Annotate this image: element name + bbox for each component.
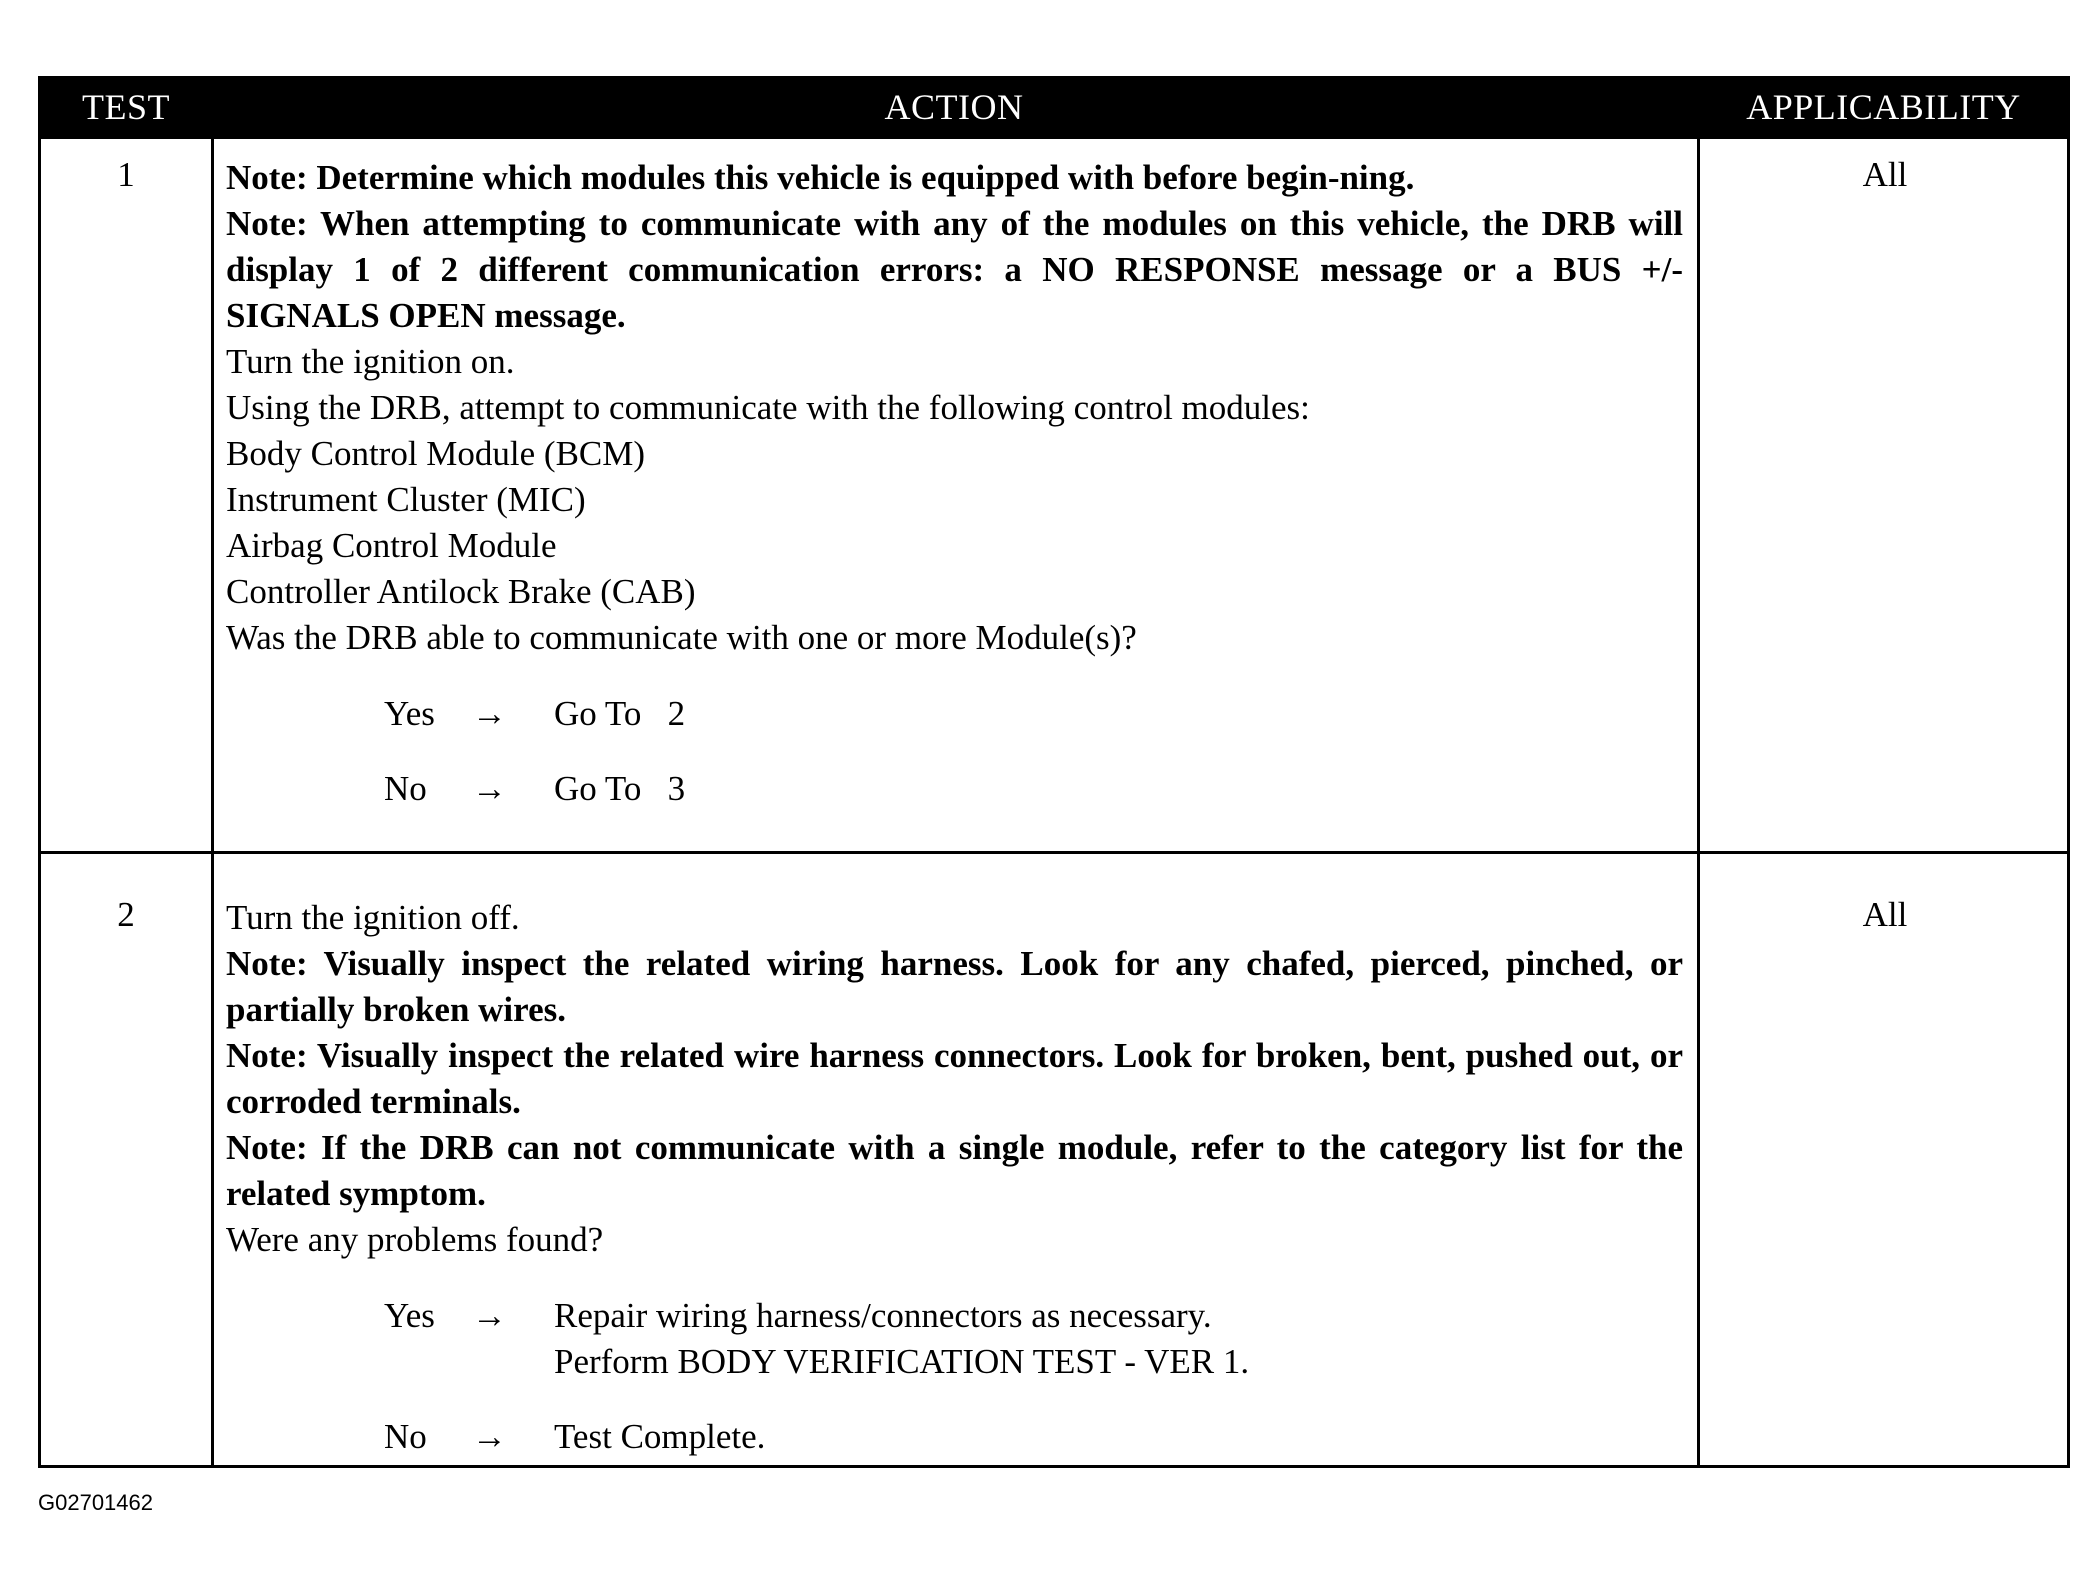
note-text: Note: Visually inspect the related wire harness connectors. Look for broken, bent, pushed out, or corroded terminals. bbox=[226, 1036, 1683, 1121]
header-test: TEST bbox=[82, 87, 170, 127]
step-text: Turn the ignition off. bbox=[226, 898, 520, 937]
answer-label: No bbox=[384, 1417, 427, 1456]
applicability-value: All bbox=[1862, 895, 1908, 934]
applicability-value: All bbox=[1862, 155, 1908, 194]
branch-text: Perform BODY VERIFICATION TEST - VER 1. bbox=[554, 1342, 1250, 1381]
note-text: Note: Visually inspect the related wiring harness. Look for any chafed, pierced, pinched, or partially broken wires. bbox=[226, 944, 1683, 1029]
note-text: Note: When attempting to communicate with any of the modules on this vehicle, the DRB will display 1 of 2 different communication errors: a NO RESPONSE message or a BUS +/- SIGNALS OPEN message. bbox=[226, 204, 1683, 335]
branch-text: Go To 3 bbox=[554, 769, 686, 808]
note-text: Note: Determine which modules this vehicle is equipped with before begin-ning. bbox=[226, 158, 1415, 197]
branch-yes bbox=[384, 691, 1683, 737]
branch-text: Go To 2 bbox=[554, 694, 686, 733]
right-arrow-icon: → bbox=[472, 769, 507, 808]
right-arrow-icon: → bbox=[472, 1296, 507, 1335]
answer-label: Yes bbox=[384, 1296, 435, 1335]
step-text: Using the DRB, attempt to communicate with the following control modules: bbox=[226, 388, 1310, 427]
right-arrow-icon: → bbox=[472, 1417, 507, 1456]
step-text: Turn the ignition on. bbox=[226, 342, 515, 381]
header-action: ACTION bbox=[884, 87, 1024, 127]
question-text: Were any problems found? bbox=[226, 1220, 604, 1259]
column-divider bbox=[1697, 139, 1700, 1468]
branch-text: Repair wiring harness/connectors as necessary. bbox=[554, 1296, 1212, 1335]
action-cell bbox=[226, 895, 1683, 1460]
branch-text: Test Complete. bbox=[554, 1417, 766, 1456]
figure-id: G02701462 bbox=[38, 1490, 153, 1515]
diagnostic-test-table bbox=[38, 76, 2070, 1468]
column-divider bbox=[211, 139, 214, 1468]
branch-no bbox=[384, 1414, 1683, 1460]
action-cell bbox=[226, 155, 1683, 812]
answer-branches bbox=[384, 691, 1683, 812]
module-item: Body Control Module (BCM) bbox=[226, 434, 646, 473]
module-item: Airbag Control Module bbox=[226, 526, 557, 565]
question-text: Was the DRB able to communicate with one or more Module(s)? bbox=[226, 618, 1137, 657]
branch-no bbox=[384, 766, 1683, 812]
branch-yes bbox=[384, 1293, 1683, 1385]
test-number: 2 bbox=[117, 895, 135, 934]
answer-label: No bbox=[384, 769, 427, 808]
test-number: 1 bbox=[117, 155, 135, 194]
answer-label: Yes bbox=[384, 694, 435, 733]
table-header bbox=[41, 79, 2067, 139]
answer-branches bbox=[384, 1293, 1683, 1460]
row-divider bbox=[41, 851, 2067, 854]
header-applicability: APPLICABILITY bbox=[1746, 87, 2021, 127]
module-item: Instrument Cluster (MIC) bbox=[226, 480, 586, 519]
note-text: Note: If the DRB can not communicate with a single module, refer to the category list for the related symptom. bbox=[226, 1128, 1683, 1213]
right-arrow-icon: → bbox=[472, 694, 507, 733]
module-item: Controller Antilock Brake (CAB) bbox=[226, 572, 696, 611]
